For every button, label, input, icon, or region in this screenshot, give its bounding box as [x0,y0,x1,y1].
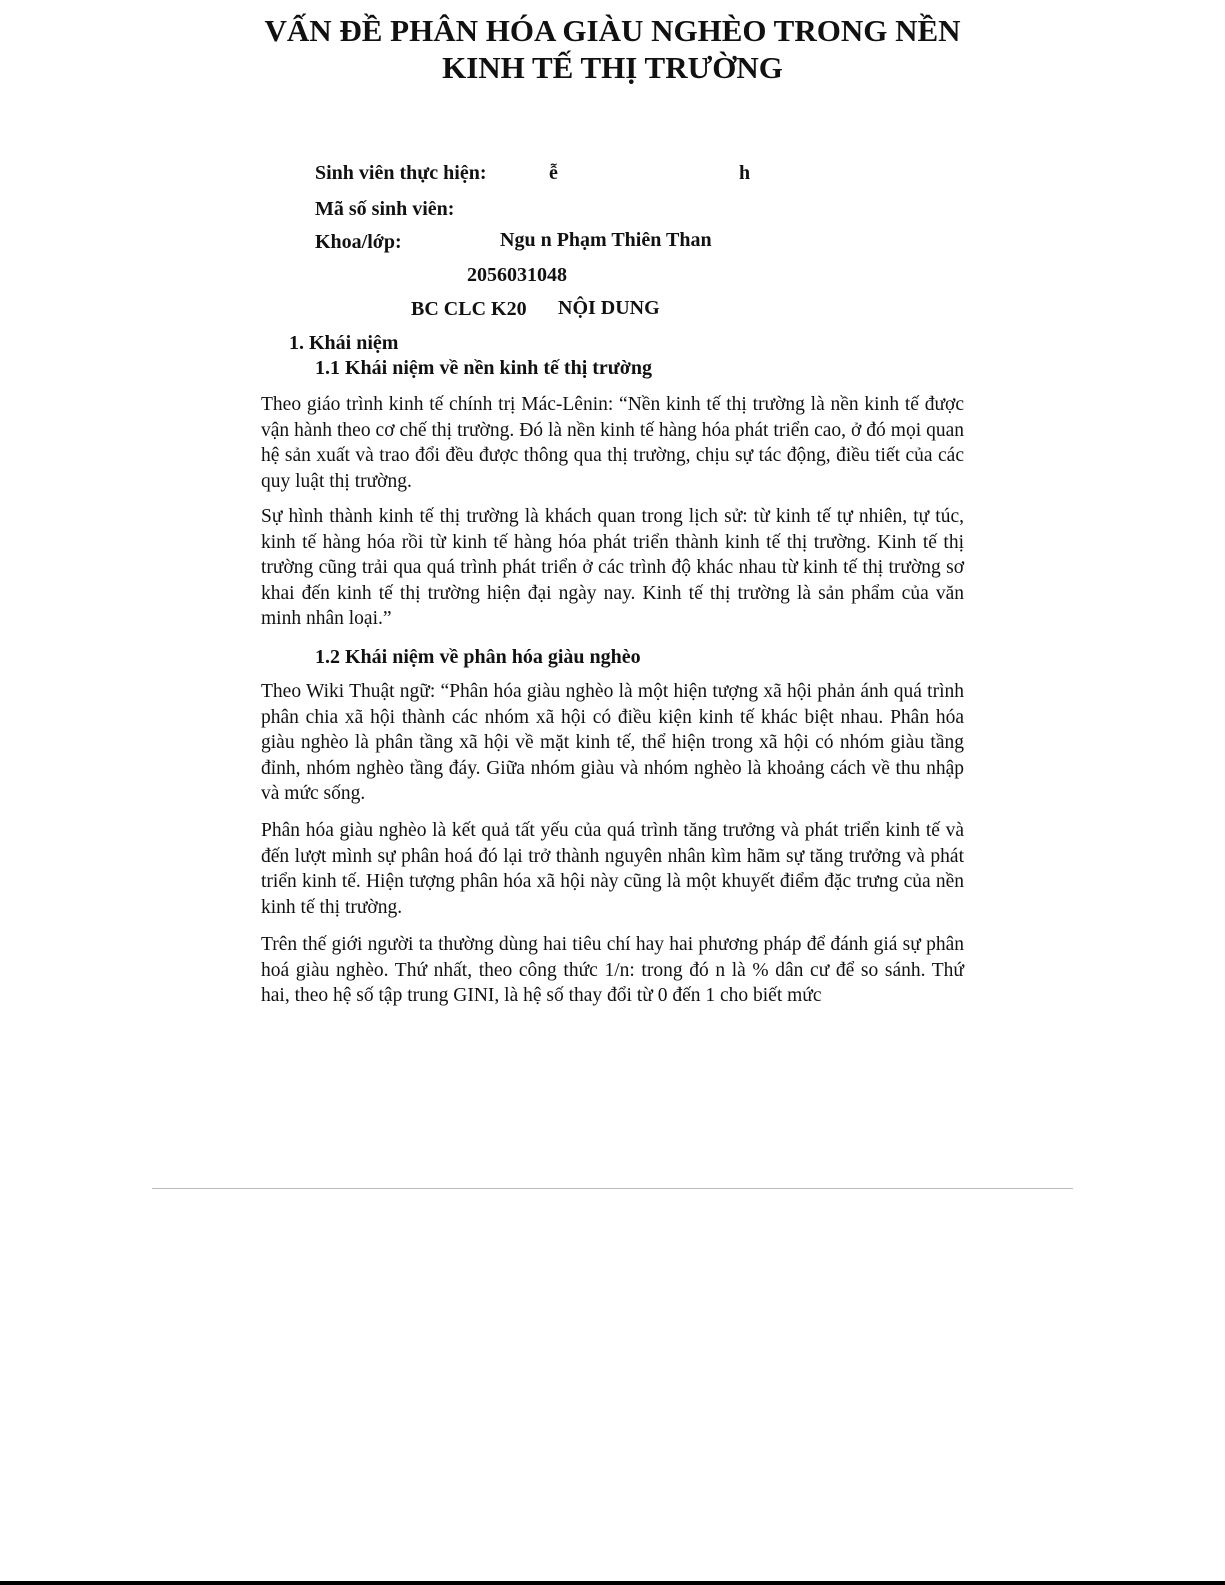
paragraph-4: Phân hóa giàu nghèo là kết quả tất yếu của quá trình tăng trưởng và phát triển kinh tế và đến lượt mình sự phân hoá đó lại trở thành nguyên nhân kìm hãm sự tăng trưởng và phát triển kinh tế. Hiện tượng phân hóa xã hội này cũng là một khuyết điểm đặc trưng của nền kinh tế thị trường. [261,820,964,918]
bottom-border [0,1581,1225,1585]
student-id-value: 2056031048 [467,264,567,286]
paragraph-1: Theo giáo trình kinh tế chính trị Mác-Lênin: “Nền kinh tế thị trường là nền kinh tế được vận hành theo cơ chế thị trường. Đó là nền kinh tế hàng hóa phát triển cao, ở đó mọi quan hệ sản xuất và trao đổi đều được thông qua thị trường, chịu sự tác động, điều tiết của các quy luật thị trường. [261,394,964,492]
section-1-2-heading: 1.2 Khái niệm về phân hóa giàu nghèo [315,646,641,668]
paragraph-5: Trên thế giới người ta thường dùng hai tiêu chí hay hai phương pháp để đánh giá sự phân hoá giàu nghèo. Thứ nhất, theo công thức 1/n: trong đó n là % dân cư để so sánh. Thứ hai, theo hệ số tập trung GINI, là hệ số thay đổi từ 0 đến 1 cho biết mức [261,934,964,1007]
content-heading: NỘI DUNG [558,297,660,319]
section-1-1-heading: 1.1 Khái niệm về nền kinh tế thị trường [315,357,652,379]
paragraph-2: Sự hình thành kinh tế thị trường là khách quan trong lịch sử: từ kinh tế tự nhiên, tự túc, kinh tế hàng hóa rồi từ kinh tế hàng hóa phát triển thành kinh tế thị trường. Kinh tế thị trường cũng trải qua quá trình phát triển ở các trình độ khác nhau từ kinh tế thị trường sơ khai đến kinh tế thị trường hiện đại ngày nay. Kinh tế thị trường là sản phẩm của văn minh nhân loại.” [261,506,964,630]
student-label: Sinh viên thực hiện: [315,162,487,184]
student-name-fragment-2: h [739,162,751,184]
student-id-label: Mã số sinh viên: [315,198,455,220]
student-name-fragment-1: ễ [549,162,558,184]
student-name-value: Ngu n Phạm Thiên Than [500,229,712,251]
section-1-heading: 1. Khái niệm [289,332,399,354]
class-label: Khoa/lớp: [315,231,402,253]
class-value: BC CLC K20 [411,298,527,320]
document-title-line-2: KINH TẾ THỊ TRƯỜNG [442,50,783,85]
page-divider [152,1188,1073,1189]
paragraph-3: Theo Wiki Thuật ngữ: “Phân hóa giàu nghèo là một hiện tượng xã hội phản ánh quá trình phân chia xã hội thành các nhóm xã hội có điều kiện kinh tế khác biệt nhau. Phân hóa giàu nghèo là phân tầng xã hội về mặt kinh tế, thể hiện trong xã hội có nhóm giàu tầng đỉnh, nhóm nghèo tầng đáy. Giữa nhóm giàu và nhóm nghèo là khoảng cách về thu nhập và mức sống. [261,681,964,805]
document-title-line-1: VẤN ĐỀ PHÂN HÓA GIÀU NGHÈO TRONG NỀN [264,13,961,48]
